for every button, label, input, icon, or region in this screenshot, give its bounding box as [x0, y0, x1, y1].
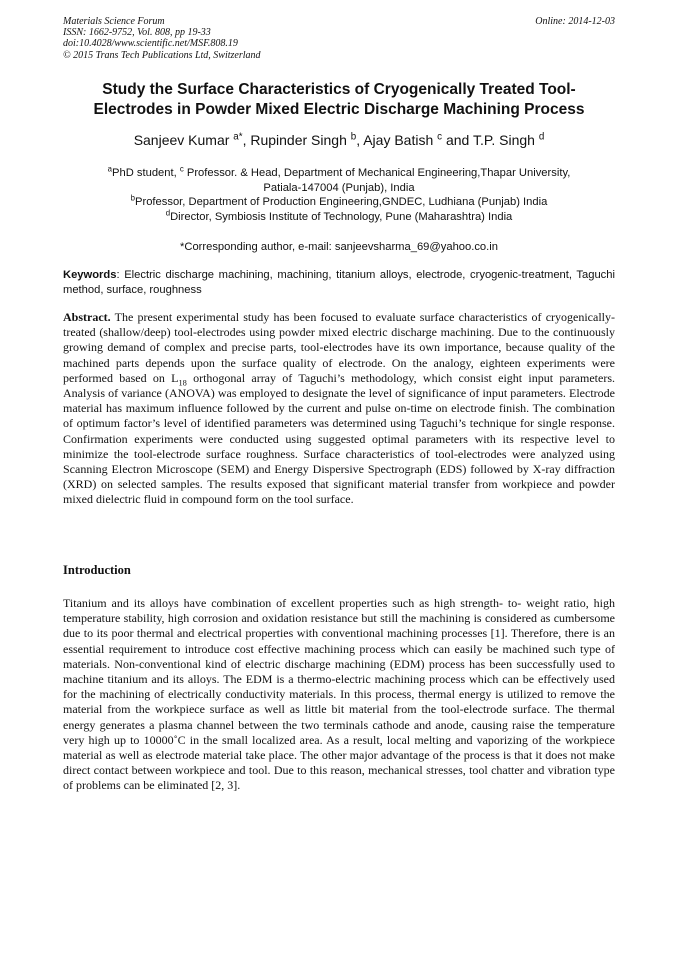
author-list: [63, 131, 615, 149]
affiliation-marker: d: [165, 208, 171, 218]
introduction-heading: Introduction: [63, 563, 131, 577]
author-name: T.P. Singh: [472, 132, 535, 148]
author-separator: ,: [242, 132, 251, 148]
corresponding-author: *Corresponding author, e-mail: sanjeevsharma_69@yahoo.co.in: [180, 241, 498, 253]
title-line-2: Electrodes in Powder Mixed Electric Discharge Machining Process: [93, 100, 585, 118]
affiliation-text: Director, Symbiosis Institute of Technology, Pune (Maharashtra) India: [170, 210, 513, 223]
abstract-section: [63, 310, 615, 508]
author-marker: a*: [233, 131, 243, 143]
introduction-text: Titanium and its alloys have combination of excellent properties such as high strength- to- weight ratio, high temperature stability, high corrosion and oxidation resistance but still the machining is considered as cumbersome due to its poor thermal and electrical properties with conventional machining processes [1]. Therefore, there is an essential requirement to introduce cost effective machining process which can easily be machined such type of materials. Non-conventional kind of electric discharge machining (EDM) process has been successfully used to machine titanium and its alloys. The EDM is a thermo-electric machining process which can be effectively used for the machining of electrically conductivity materials. In this process, thermal energy is utilized to remove the material from the workpiece surface as well as little bit material from the tool-electrode surface. The thermal energy generates a plasma channel between the two terminals cathode and anode, causing raise the temperature very high up to 10000˚C in the small localized area. As a result, local melting and vaporizing of the workpiece material as well as electrode material take place. The other major advantage of the process is that it does not make direct contact between workpiece and tool. Due to this reason, mechanical stresses, tool chatter and vibration type of problems can be eliminated [2, 3].: [63, 596, 615, 793]
affiliation-line: [63, 166, 615, 181]
keywords-section: [63, 268, 615, 297]
affiliation-text: PhD student,: [112, 167, 180, 179]
affiliation-line: Patiala-147004 (Punjab), India: [263, 181, 415, 194]
author-separator: ,: [356, 132, 364, 148]
keywords-label: Keywords: [63, 269, 117, 281]
author-name: Ajay Batish: [363, 132, 434, 148]
title-line-1: Study the Surface Characteristics of Cryogenically Treated Tool-: [102, 81, 576, 98]
author-marker: b: [350, 131, 357, 143]
affiliation-text: Professor, Department of Production Engineering,GNDEC, Ludhiana (Punjab) India: [135, 196, 548, 209]
author-marker: d: [538, 131, 545, 143]
author-name: Rupinder Singh: [250, 132, 347, 148]
abstract-label: Abstract.: [63, 310, 111, 324]
author-separator: and: [442, 132, 473, 148]
author-name: Sanjeev Kumar: [133, 132, 230, 148]
abstract-subscript: 18: [178, 378, 187, 388]
affiliation-marker: a: [107, 164, 113, 174]
affiliation-line: [63, 195, 615, 210]
abstract-text-continued: orthogonal array of Taguchi’s methodology, which consist eight input parameters. Analysis of variance (ANOVA) was employed to designate the level of significance of input parameters. Electrode material has maximum influence followed by the current and pulse on-time on electrode finish. The combination of optimum factor’s level of identified parameters was determined using Taguchi’s technique for single response. Confirmation experiments were conducted using suggested optimal parameters with its respective level to minimize the tool-electrode surface roughness. Surface characteristics of tool-electrodes were analyzed using Scanning Electron Microscope (SEM) and Energy Dispersive Spectrograph (EDS) followed by X-ray diffraction (XRD) on selected samples. The results exposed that significant material transfer from workpiece and powder mixed dielectric fluid in compound form on the tool surface.: [63, 370, 615, 507]
affiliations: [63, 166, 615, 224]
affiliation-text: Professor. & Head, Department of Mechanical Engineering,Thapar University,: [183, 167, 571, 179]
affiliation-marker: c: [179, 164, 184, 174]
abstract-text: The present experimental study has been focused to evaluate surface characteristics of cryogenically- treated (shallow/deep) tool-electrodes using powder mixed electric discharge machining. Due to the continuously growing demand of complex and precise parts, tool-electrodes have its own importance, because quality of the machined parts depends upon the surface quality of electrode. On the analogy, eighteen experiments were performed based on L: [63, 310, 615, 385]
keywords-text: : Electric discharge machining, machining, titanium alloys, electrode, cryogenic-treatment, Taguchi method, surface, roughness: [63, 269, 615, 296]
affiliation-line: [63, 210, 615, 225]
affiliation-marker: b: [130, 193, 136, 203]
online-date: Online: 2014-12-03: [535, 16, 615, 27]
journal-name: Materials Science Forum: [63, 16, 165, 27]
doi-line: doi:10.4028/www.scientific.net/MSF.808.19: [63, 38, 238, 50]
paper-title: [63, 80, 615, 119]
copyright-line: © 2015 Trans Tech Publications Ltd, Switzerland: [63, 49, 261, 61]
journal-header: [63, 16, 261, 61]
author-marker: c: [437, 131, 443, 143]
issn-line: ISSN: 1662-9752, Vol. 808, pp 19-33: [63, 27, 211, 39]
